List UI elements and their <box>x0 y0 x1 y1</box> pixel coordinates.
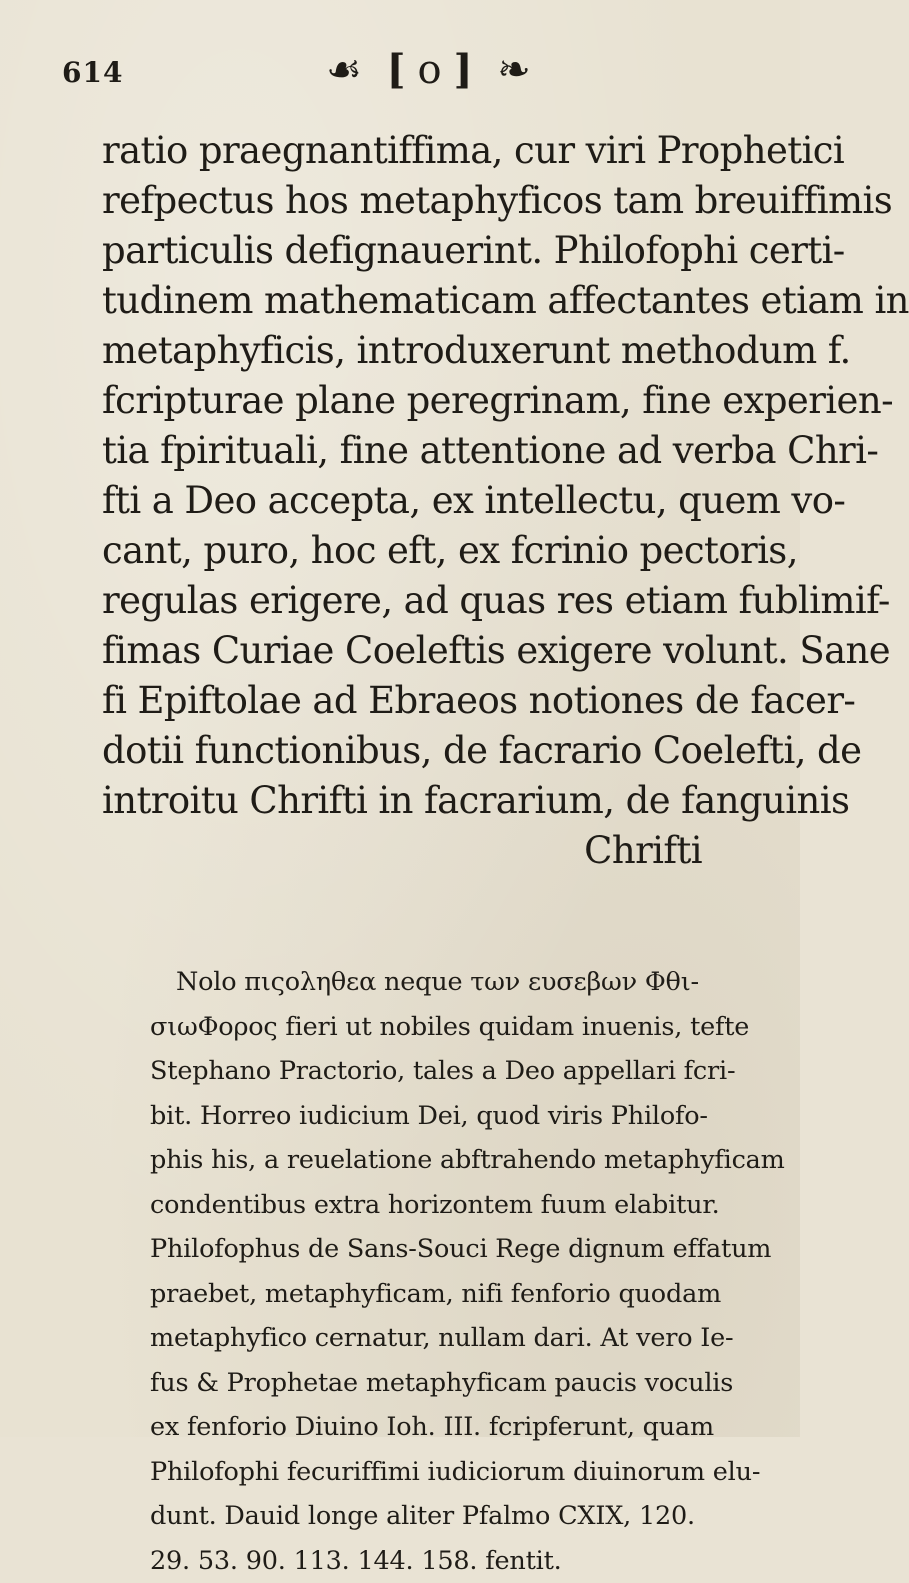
ornament-center: o <box>418 46 442 94</box>
fleuron-right-icon: ❧ <box>497 46 531 94</box>
page-number: 614 <box>62 56 123 89</box>
fleuron-left-icon: ☙ <box>326 46 362 94</box>
body-line: dotii functionibus, de facrario Coelefti, de <box>102 726 762 776</box>
body-line: particulis defignauerint. Philofophi certi- <box>102 226 762 276</box>
note-line: metaphyfico cernatur, nullam dari. At vero Ie- <box>150 1316 770 1361</box>
note-line: praebet, metaphyficam, nifi fenforio quodam <box>150 1272 770 1317</box>
body-line: fi Epiftolae ad Ebraeos notiones de facer- <box>102 676 762 726</box>
body-line: refpectus hos metaphyficos tam breuiffimis <box>102 176 762 226</box>
body-line: introitu Chrifti in facrarium, de fanguinis <box>102 776 762 826</box>
note-line: σιωΦορος fieri ut nobiles quidam inuenis, tefte <box>150 1005 770 1050</box>
body-line-catchword: Chrifti <box>102 826 762 876</box>
note-line: Stephano Practorio, tales a Deo appellari fcri- <box>150 1049 770 1094</box>
header-ornament <box>320 46 537 94</box>
body-line: cant, puro, hoc eft, ex fcrinio pectoris, <box>102 526 762 576</box>
page-header <box>62 40 742 100</box>
body-line: tudinem mathematicam affectantes etiam in <box>102 276 762 326</box>
body-line: metaphyficis, introduxerunt methodum f. <box>102 326 762 376</box>
note-line: Philofophi fecuriffimi iudiciorum diuinorum elu- <box>150 1450 770 1495</box>
note-line: dunt. Dauid longe aliter Pfalmo CXIX, 120. <box>150 1494 770 1539</box>
main-text-block <box>102 126 762 876</box>
note-line: condentibus extra horizontem fuum elabitur. <box>150 1183 770 1228</box>
body-line: fcripturae plane peregrinam, fine experien- <box>102 376 762 426</box>
note-line: Philofophus de Sans-Souci Rege dignum effatum <box>150 1227 770 1272</box>
body-line: regulas erigere, ad quas res etiam fublimif- <box>102 576 762 626</box>
body-line: fti a Deo accepta, ex intellectu, quem vo- <box>102 476 762 526</box>
body-line: fimas Curiae Coeleftis exigere volunt. Sane <box>102 626 762 676</box>
footnote-block <box>150 960 770 1583</box>
note-line: ex fenforio Diuino Ioh. III. fcripferunt, quam <box>150 1405 770 1450</box>
note-line: bit. Horreo iudicium Dei, quod viris Philofo- <box>150 1094 770 1139</box>
ornament-bracket-close: ] <box>454 46 473 94</box>
note-line: fus & Prophetae metaphyficam paucis voculis <box>150 1361 770 1406</box>
body-line: tia fpirituali, fine attentione ad verba Chri- <box>102 426 762 476</box>
ornament-bracket-open: [ <box>387 46 406 94</box>
note-line: phis his, a reuelatione abftrahendo metaphyficam <box>150 1138 770 1183</box>
note-line: Nolo πιςοληθεα neque των ευσεβων Φθι- <box>176 960 770 1005</box>
body-line: ratio praegnantiffima, cur viri Prophetici <box>102 126 762 176</box>
note-line: 29. 53. 90. 113. 144. 158. fentit. <box>150 1539 770 1583</box>
